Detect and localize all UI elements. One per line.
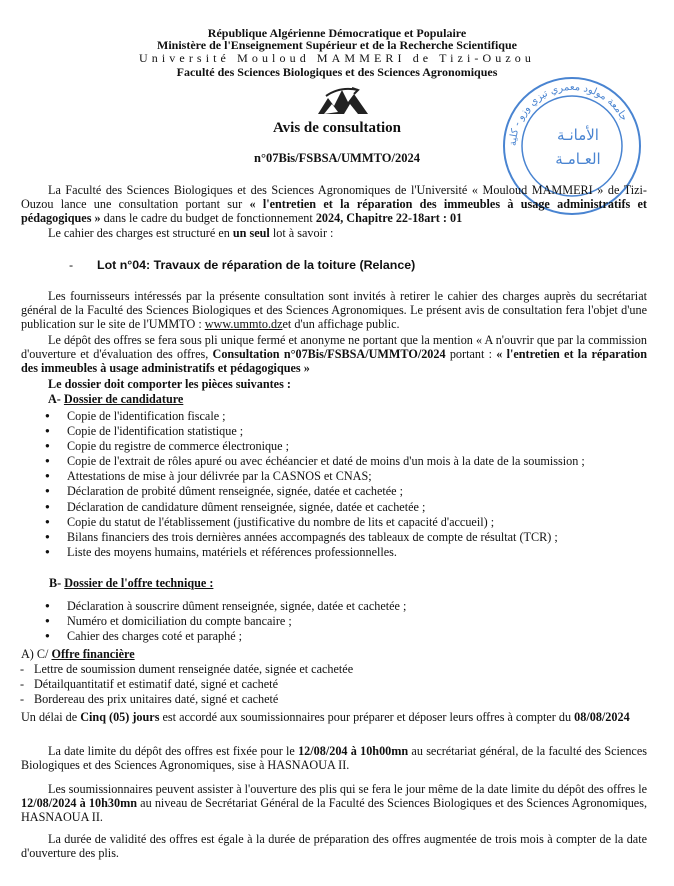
intro-paragraph bbox=[21, 183, 647, 225]
section-a-list bbox=[45, 409, 655, 560]
list-item: ● Bilans financiers des trois dernières années accompagnés des tableaux de compte de résultat (TCR) ; bbox=[45, 530, 655, 545]
list-item: ● Liste des moyens humains, matériels et références professionnelles. bbox=[45, 545, 655, 560]
stamp-center-text-2: العـامـة bbox=[555, 150, 601, 168]
submission-subject: « l'entretien et la réparation des immeubles à usage administratifs et pédagogiques » bbox=[21, 347, 647, 376]
submission-date-paragraph bbox=[21, 744, 647, 772]
section-c-list bbox=[20, 662, 630, 707]
submission-date-value: 12/08/204 à 10h00mn bbox=[298, 744, 409, 758]
section-c-heading bbox=[21, 647, 135, 661]
section-b-title: Dossier de l'offre technique : bbox=[64, 576, 214, 590]
document-title: Avis de consultation bbox=[272, 120, 402, 136]
submission-paragraph bbox=[21, 333, 647, 375]
deadline-days: Cinq (05) jours bbox=[80, 710, 160, 724]
stamp-center-text-1: الأمانـة bbox=[557, 126, 599, 144]
list-item: ● Numéro et domiciliation du compte bancaire ; bbox=[45, 614, 655, 629]
lot-structure-suffix: lot à savoir : bbox=[269, 226, 334, 240]
list-item: ● Copie de l'identification statistique ; bbox=[45, 424, 655, 439]
header-university: Université Mouloud MAMMERI de Tizi-Ouzou bbox=[139, 51, 535, 65]
header-republic: République Algérienne Démocratique et Populaire bbox=[207, 26, 467, 40]
intro-budget-chapter: 2024, Chapitre 22-18art : 01 bbox=[315, 211, 463, 226]
list-item: ● Déclaration à souscrire dûment renseignée, signée, datée et cachetée ; bbox=[45, 599, 655, 614]
lot-label: Lot n°04: Travaux de réparation de la toiture (Relance) bbox=[97, 258, 416, 272]
header-ministry: Ministère de l'Enseignement Supérieur et de la Recherche Scientifique bbox=[157, 38, 517, 52]
opening-paragraph bbox=[21, 782, 647, 824]
dossier-intro: Le dossier doit comporter les pièces suivantes : bbox=[48, 377, 291, 391]
section-b-heading bbox=[49, 576, 213, 590]
deadline-paragraph bbox=[21, 710, 647, 724]
opening-text: Les soumissionnaires peuvent assister à l'ouverture des plis qui se fera le jour même de la date limite du dépôt des offres le bbox=[48, 782, 647, 796]
university-logo-icon bbox=[314, 84, 372, 122]
intro-text: La Faculté des Sciences Biologiques et des Sciences Agronomiques de l'Université « Mouloud MAMMERI » de Tizi-Ouzou lance une consultation portant sur bbox=[21, 183, 647, 212]
document-reference: n°07Bis/FSBSA/UMMTO/2024 bbox=[254, 151, 420, 165]
submission-connector: portant : bbox=[445, 347, 497, 362]
section-b-list bbox=[45, 599, 655, 644]
submission-reference: Consultation n°07Bis/FSBSA/UMMTO/2024 bbox=[212, 347, 446, 362]
opening-location: au niveau de Secrétariat Général de la Faculté des Sciences Biologiques et des Sciences Agronomiques, HASNAOUA II. bbox=[21, 796, 647, 825]
lot-structure-paragraph bbox=[21, 226, 647, 240]
list-item: ● Copie de l'identification fiscale ; bbox=[45, 409, 655, 424]
section-b-letter: B- bbox=[49, 576, 62, 590]
deadline-connector: est accordé aux soumissionnaires pour préparer et déposer leurs offres à compter du bbox=[159, 710, 575, 724]
stamp-ring-text: جامعة مولود معمري تيزي وزو - كلية bbox=[507, 81, 630, 147]
list-item: ● Copie de l'extrait de rôles apuré ou avec échéancier et daté de moins d'un mois à la date de la soumission ; bbox=[45, 454, 655, 469]
list-item: ● Déclaration de probité dûment renseignée, signée, datée et cachetée ; bbox=[45, 484, 655, 499]
section-a-heading bbox=[48, 392, 183, 406]
deadline-start-date: 08/08/2024 bbox=[574, 710, 630, 724]
list-item: - Détailquantitatif et estimatif daté, signé et cacheté bbox=[20, 677, 630, 692]
list-item: ● Copie du statut de l'établissement (justificative du nombre de lits et capacité d'accueil) ; bbox=[45, 515, 655, 530]
ummto-website-link[interactable]: www.ummto.dz bbox=[204, 317, 283, 332]
suppliers-paragraph bbox=[21, 289, 647, 331]
list-item: ● Attestations de mise à jour délivrée par la CASNOS et CNAS; bbox=[45, 469, 655, 484]
list-item: - Lettre de soumission dument renseignée datée, signée et cachetée bbox=[20, 662, 630, 677]
lot-structure-count: un seul bbox=[232, 226, 270, 240]
list-item: ● Cahier des charges coté et paraphé ; bbox=[45, 629, 655, 644]
opening-date-value: 12/08/2024 à 10h30mn bbox=[21, 796, 138, 811]
deadline-text: Un délai de bbox=[21, 710, 81, 724]
list-item: - Bordereau des prix unitaires daté, signé et cacheté bbox=[20, 692, 630, 707]
section-c-title: Offre financière bbox=[51, 647, 135, 661]
suppliers-text: Les fournisseurs intéressés par la présente consultation sont invités à retirer le cahier des charges auprès du secrétariat général de la Faculté des Sciences Biologiques et des Sciences Agronomiques. Le présent avis de consultation fera l'objet d'une publication sur le site de l'UMMTO : bbox=[21, 289, 647, 332]
section-a-title: Dossier de candidature bbox=[63, 392, 184, 406]
submission-date-text: La date limite du dépôt des offres est fixée pour le bbox=[48, 744, 299, 758]
submission-date-location: au secrétariat général, de la faculté des Sciences Biologiques et des Sciences Agronomiques, sise à HASNAOUA II. bbox=[21, 744, 647, 773]
intro-budget-text: dans le cadre du budget de fonctionnement bbox=[100, 211, 316, 226]
lot-line bbox=[69, 258, 415, 272]
lot-dash: - bbox=[69, 258, 74, 272]
suppliers-suffix: et d'un affichage public. bbox=[282, 317, 400, 332]
lot-structure-text: Le cahier des charges est structuré en bbox=[48, 226, 233, 240]
intro-subject: « l'entretien et la réparation des immeubles à usage administratifs et pédagogiques » bbox=[21, 197, 647, 226]
validity-paragraph: La durée de validité des offres est égale à la durée de préparation des offres augmentée de trois mois à compter de la date d'ouverture des plis. bbox=[21, 832, 647, 861]
header-faculty: Faculté des Sciences Biologiques et des Sciences Agronomiques bbox=[176, 65, 498, 79]
submission-text: Le dépôt des offres se fera sous pli unique fermé et anonyme ne portant que la mention « A n'ouvrir que par la commission d'ouverture et d'évaluation des offres, bbox=[21, 333, 647, 362]
list-item: ● Copie du registre de commerce électronique ; bbox=[45, 439, 655, 454]
section-a-letter: A- bbox=[48, 392, 61, 406]
section-c-prefix: A) C/ bbox=[21, 647, 49, 661]
list-item: ● Déclaration de candidature dûment renseignée, signée, datée et cachetée ; bbox=[45, 500, 655, 515]
